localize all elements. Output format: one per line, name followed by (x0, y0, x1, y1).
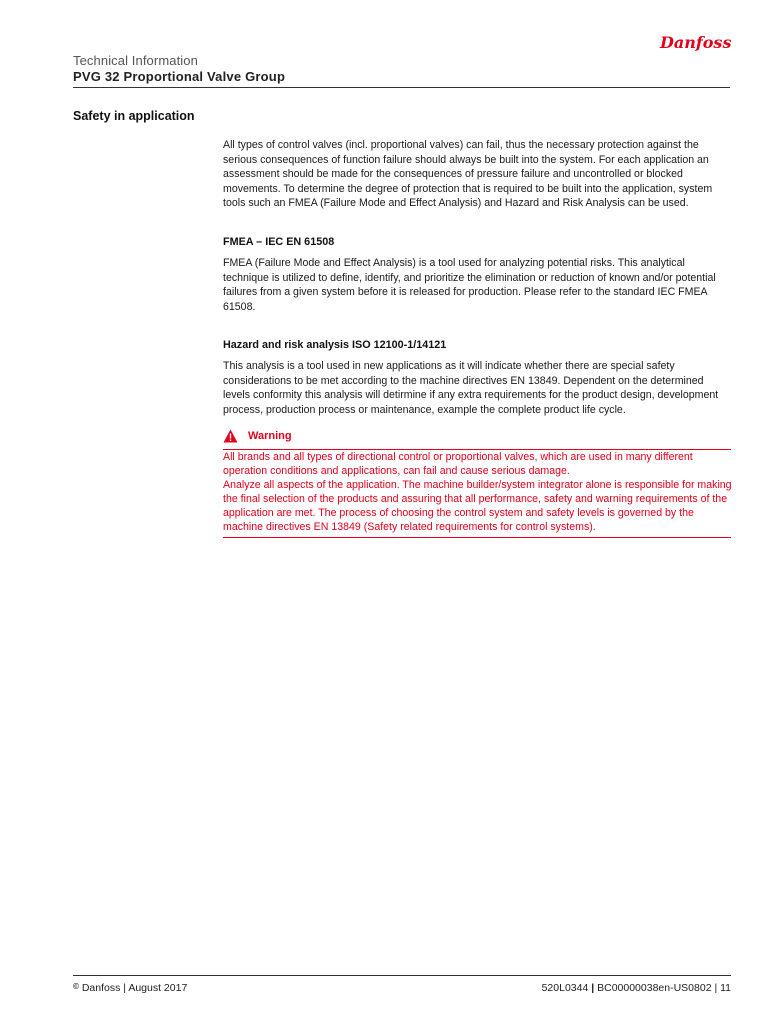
fmea-paragraph: FMEA (Failure Mode and Effect Analysis) is a tool used for analyzing potential risks. This analytical technique is utilized to define, identify, and prioritize the elimination or reduction of known and/or potential failures from a given system before it is released for production. Please refer to the standard IEC FMEA 61508. (223, 257, 716, 313)
hazard-heading-block (223, 339, 733, 351)
hazard-block (223, 359, 733, 417)
footer-separator: | (591, 982, 595, 994)
header-title: PVG 32 Proportional Valve Group (73, 69, 286, 84)
header-divider (73, 87, 730, 88)
warning-label: Warning (248, 430, 292, 442)
footer-doc-ref: BC00000038en-US0802 | 11 (597, 982, 731, 994)
fmea-heading-block (223, 236, 733, 248)
intro-block (223, 138, 733, 211)
fmea-heading: FMEA – IEC EN 61508 (223, 236, 335, 248)
footer-left (73, 982, 187, 994)
warning-triangle-icon (223, 429, 238, 443)
warning-top-rule (223, 449, 731, 450)
header-category: Technical Information (73, 53, 198, 68)
hazard-paragraph: This analysis is a tool used in new applications as it will indicate whether there are special safety considerations to be met according to the machine directives EN 13849. Dependent on the determined levels conformity this analysis will detirmine if any extra requirements for the product design, development process, production process or maintenance, example the complete product life cycle. (223, 360, 719, 416)
fmea-block (223, 256, 733, 314)
danfoss-logo (658, 28, 734, 58)
warning-line-1: All brands and all types of directional control or proportional valves, which are used in many different operation conditions and applications, can fail and cause serious damage. (223, 451, 693, 477)
section-title: Safety in application (73, 109, 195, 123)
footer-company-date: Danfoss | August 2017 (81, 982, 188, 994)
footer-divider (73, 975, 731, 976)
warning-bottom-rule (223, 537, 731, 538)
warning-line-2: Analyze all aspects of the application. The machine builder/system integrator alone is responsible for making the final selection of the products and assuring that all performance, safety and warning requirements of the application are met. The process of choosing the control system and safety levels is governed by the machine directives EN 13849 (Safety related requirements for control systems). (223, 478, 732, 533)
hazard-heading: Hazard and risk analysis ISO 12100-1/14121 (223, 339, 447, 351)
warning-title (223, 428, 292, 444)
footer-doc-code: 520L0344 (541, 982, 589, 994)
copyright-symbol: © (73, 982, 79, 991)
footer-right (542, 982, 731, 994)
logo-wordmark: Danfoss (660, 33, 732, 52)
warning-block (223, 451, 733, 534)
intro-paragraph: All types of control valves (incl. proportional valves) can fail, thus the necessary protection against the serious consequences of function failure should always be built into the system. For each application an assessment should be made for the consequences of pressure failure and uncontrolled or blocked movements. To determine the degree of protection that is required to be built into the application, system tools such an FMEA (Failure Mode and Effect Analysis) and Hazard and Risk Analysis can be used. (223, 139, 713, 209)
